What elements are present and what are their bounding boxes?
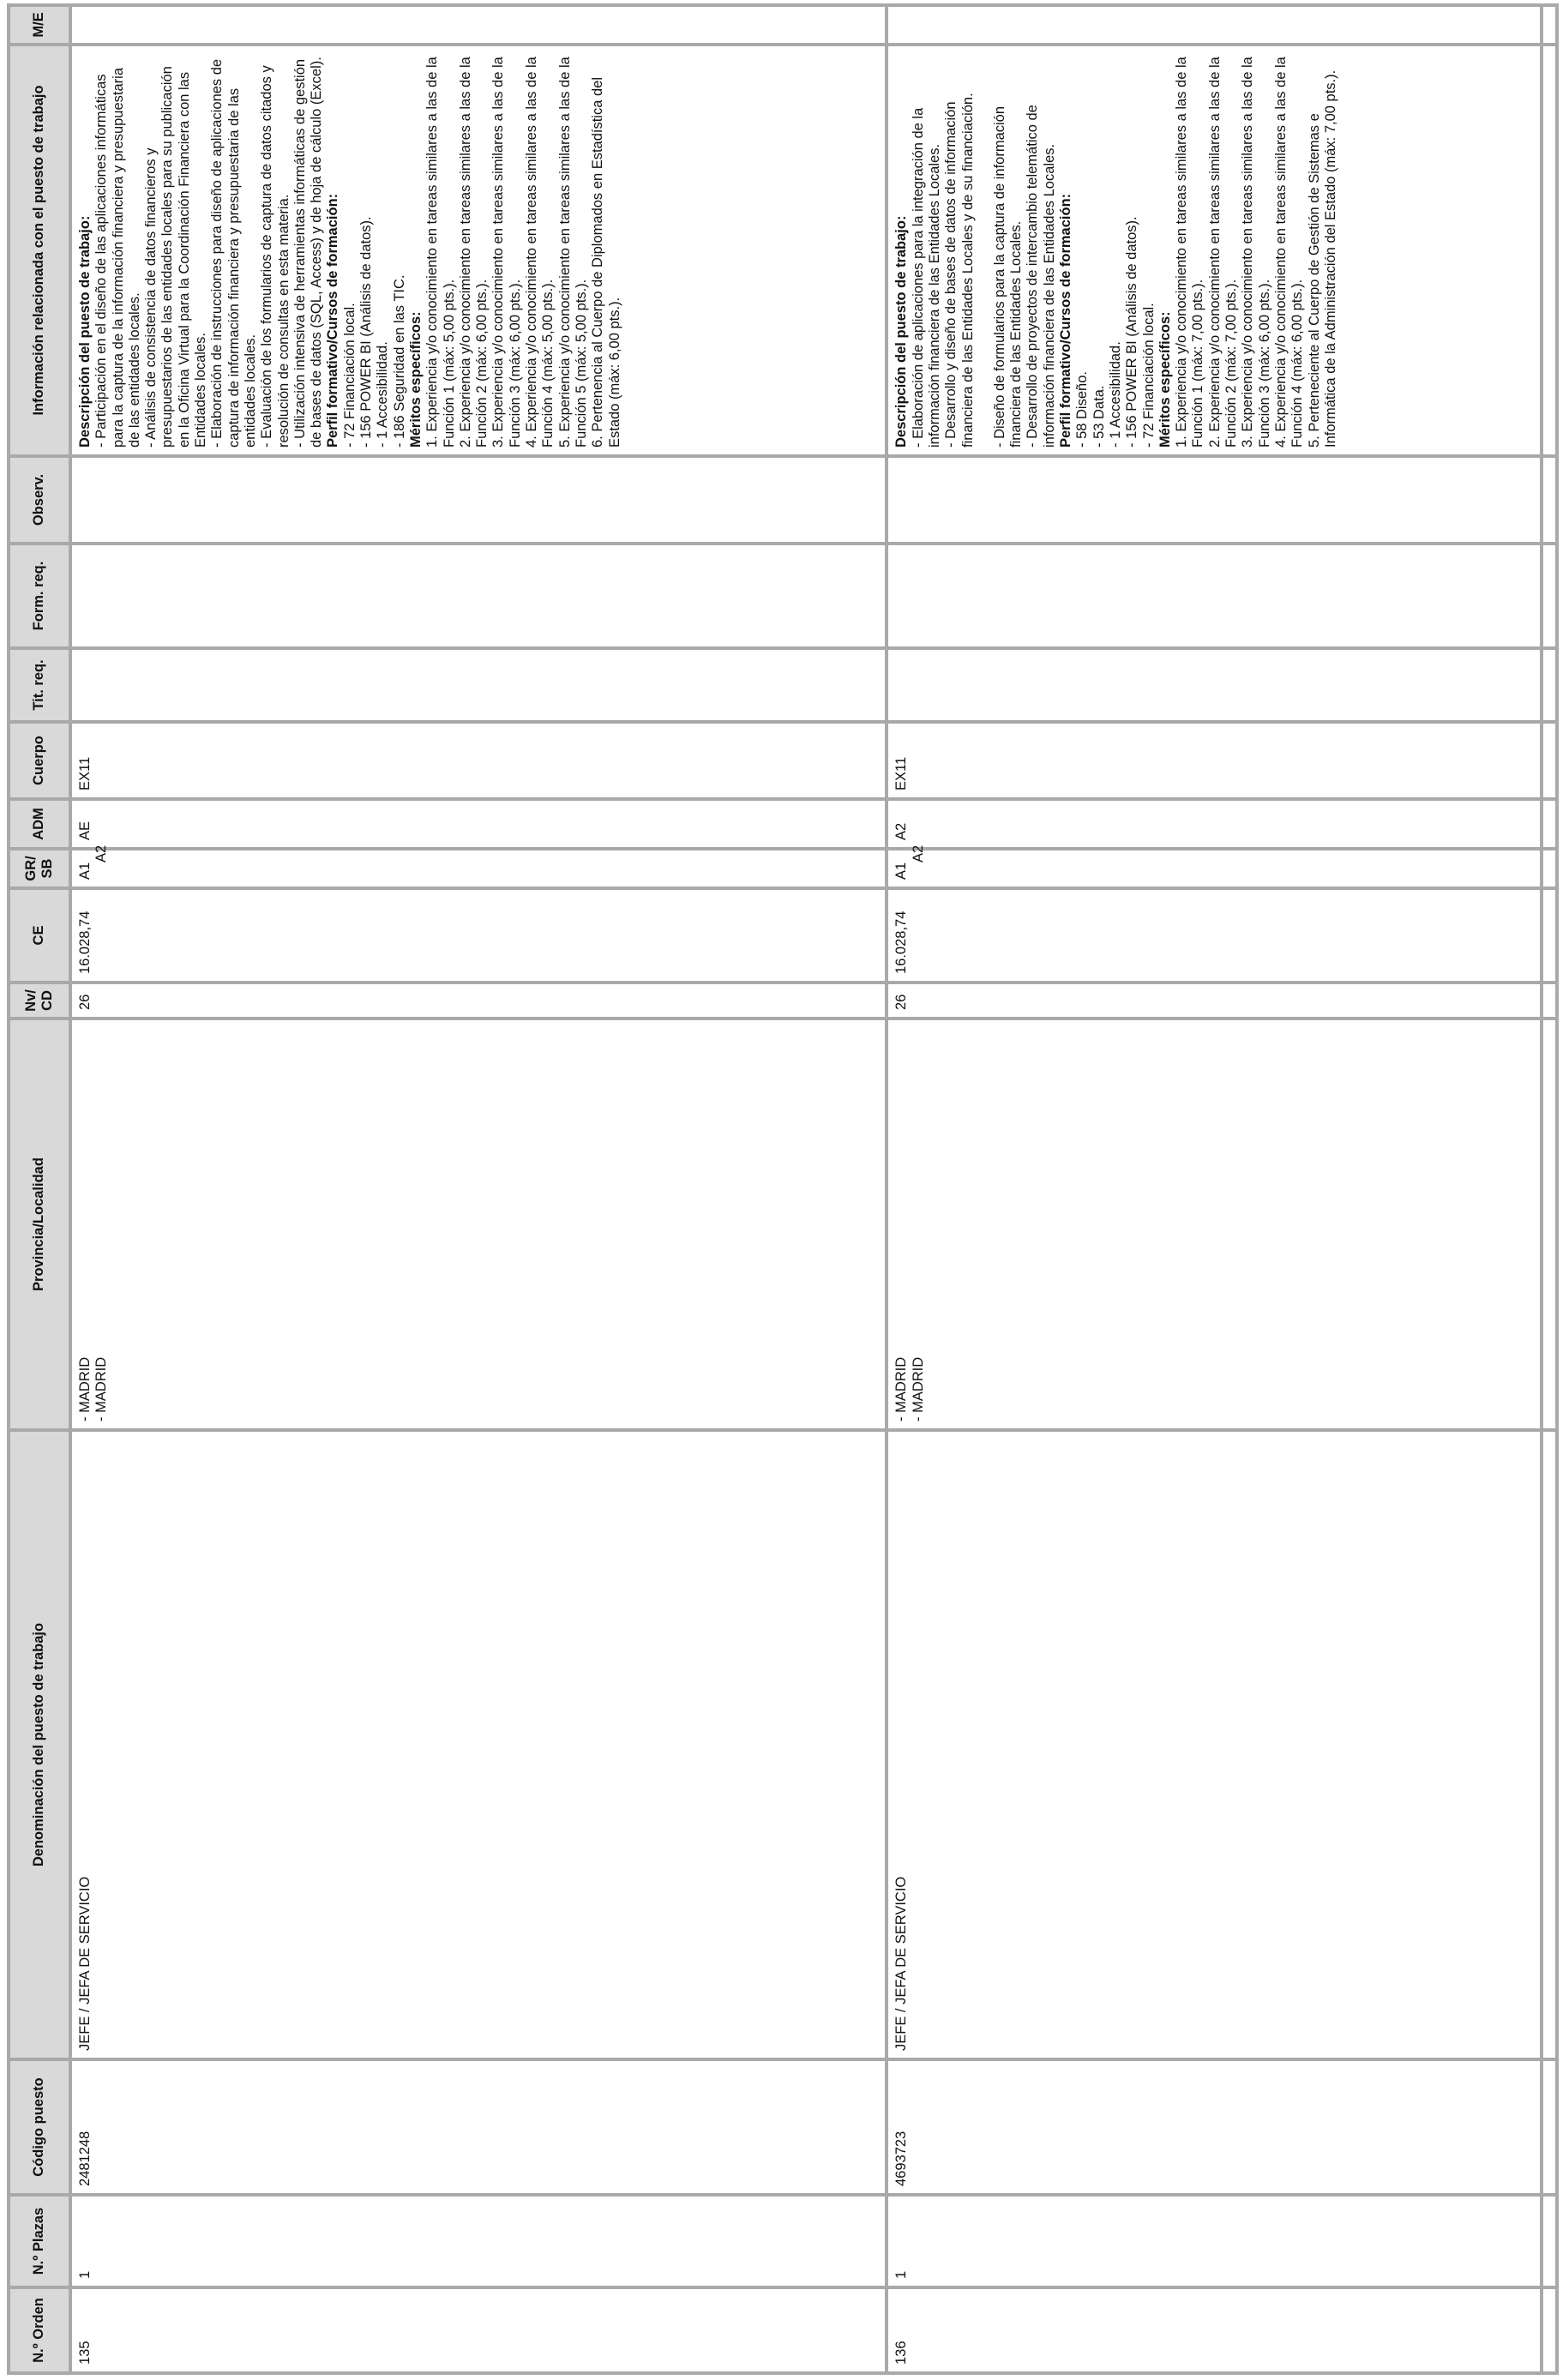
perfil-item: - 72 Financiación local. — [341, 303, 358, 448]
header-row — [9, 5, 70, 2373]
adm-cell: AE — [70, 799, 887, 849]
table-row — [887, 5, 1542, 2373]
perfil-item: - 53 Data. — [1091, 385, 1107, 448]
col-adm-header: ADM — [9, 799, 70, 849]
merito-item: 1. Experiencia y/o conocimiento en tareas similares a las de la Función 1 (máx: 7,00 pts.). — [1174, 57, 1206, 448]
col-formacion-header: Form. req. — [9, 544, 70, 648]
merito-item: 3. Experiencia y/o conocimiento en tareas similares a las de la Función 3 (máx: 6,00 pts.). — [490, 57, 523, 448]
cuerpo-cell: EX11 — [887, 722, 1542, 799]
grupo-value: A2 — [93, 844, 110, 862]
observaciones-cell — [70, 456, 887, 544]
meritos-title: Méritos específicos: — [1157, 311, 1173, 448]
descripcion-item: - Elaboración de aplicaciones para la integración de la información financiera de las Entidades Locales. — [910, 107, 942, 448]
provincia-cell — [887, 1019, 1542, 1430]
merito-item: 2. Experiencia y/o conocimiento en tareas similares a las de la Función 2 (máx: 7,00 pts.). — [1206, 57, 1240, 448]
formacion-cell — [887, 544, 1542, 648]
col-plazas-header: N.º Plazas — [9, 2195, 70, 2287]
col-ce-header: CE — [9, 888, 70, 983]
ce-cell: 16.028,74 — [70, 888, 887, 983]
orden-cell: 135 — [70, 2287, 887, 2373]
provincia-cell — [70, 1019, 887, 1430]
denominacion-cell: JEFE / JEFA DE SERVICIO — [887, 1430, 1542, 2059]
localidad-line: - MADRID — [77, 1356, 93, 1421]
col-orden-header: N.º Orden — [9, 2287, 70, 2373]
formacion-cell — [70, 544, 887, 648]
col-titulacion-header: Tit. req. — [9, 648, 70, 722]
localidad-line: - MADRID — [93, 1356, 110, 1421]
merito-item: 3. Experiencia y/o conocimiento en tareas similares a las de la Función 3 (máx: 6,00 pts.). — [1240, 57, 1272, 448]
merito-item: 6. Pertenencia al Cuerpo de Diplomados en Estadística del Estado (máx: 6,00 pts.). — [590, 76, 622, 448]
codigo-cell: 2481248 — [70, 2059, 887, 2195]
perfil-item: - 156 POWER BI (Análisis de datos). — [1124, 216, 1140, 448]
perfil-item: - 72 Financiación local. — [1140, 303, 1157, 448]
col-cuerpo-header: Cuerpo — [9, 722, 70, 799]
localidad-line: - MADRID — [893, 1356, 910, 1421]
merito-item: 4. Experiencia y/o conocimiento en tareas similares a las de la Función 4 (máx: 5,00 pts.). — [524, 57, 556, 448]
table-row-empty — [1542, 5, 1557, 2373]
descripcion-item: - Análisis de consistencia de datos financieros y presupuestarios de las entidades locales para su publicación en la Oficina Virtual para la Coordinación Financiera con las Entidades locales. — [143, 66, 209, 448]
descripcion-item: - Utilización intensiva de herramientas informáticas de gestión de bases de datos (SQL, Access) y de hoja de cálculo (Excel). — [292, 57, 325, 448]
descripcion-item: - Desarrollo de proyectos de intercambio telemático de información financiera de las Entidades Locales. — [1025, 105, 1057, 448]
plazas-cell: 1 — [887, 2195, 1542, 2287]
col-me-header: M/E — [9, 5, 70, 45]
plazas-cell: 1 — [70, 2195, 887, 2287]
perfil-title: Perfil formativo/Cursos de formación: — [1058, 193, 1074, 448]
perfil-item: - 156 POWER BI (Análisis de datos). — [358, 216, 375, 448]
job-table — [7, 3, 1559, 2375]
me-cell — [70, 5, 887, 45]
titulacion-cell — [887, 648, 1542, 722]
informacion-cell — [887, 45, 1542, 456]
col-provincia-header: Provincia/Localidad — [9, 1019, 70, 1430]
denominacion-cell: JEFE / JEFA DE SERVICIO — [70, 1430, 887, 2059]
col-denominacion-header: Denominación del puesto de trabajo — [9, 1430, 70, 2059]
merito-item: 5. Experiencia y/o conocimiento en tareas similares a las de la Función 5 (máx: 5,00 pts.). — [556, 57, 589, 448]
merito-item: 1. Experiencia y/o conocimiento en tareas similares a las de la Función 1 (máx: 5,00 pts.). — [424, 57, 457, 448]
descripcion-item: - Desarrollo y diseño de bases de datos de información financiera de las Entidades Locales y de su financiación. — [943, 93, 976, 448]
meritos-title: Méritos específicos: — [407, 311, 424, 448]
codigo-cell: 4693723 — [887, 2059, 1542, 2195]
perfil-item: - 186 Seguridad en las TIC. — [391, 274, 407, 448]
descripcion-item: - Diseño de formularios para la captura de información financiera de las Entidades Locales. — [991, 105, 1025, 448]
descripcion-item: - Elaboración de instrucciones para diseño de aplicaciones de captura de información financiera y presupuestaria de las entidades locales. — [209, 58, 258, 448]
descripcion-item: - Evaluación de los formularios de captura de datos citados y resolución de consultas en esta materia. — [259, 65, 292, 448]
localidad-line: - MADRID — [910, 1356, 926, 1421]
observaciones-cell — [887, 456, 1542, 544]
orden-cell: 136 — [887, 2287, 1542, 2373]
merito-item: 5. Perteneciente al Cuerpo de Gestión de Sistemas e Informática de la Administración del Estado (máx: 7,00 pts.). — [1306, 69, 1338, 448]
col-codigo-header: Código puesto — [9, 2059, 70, 2195]
cuerpo-cell: EX11 — [70, 722, 887, 799]
descripcion-title: Descripción del puesto de trabajo: — [893, 215, 910, 448]
nivel-cell: 26 — [887, 983, 1542, 1019]
perfil-item: - 58 Diseño. — [1074, 371, 1091, 448]
perfil-title: Perfil formativo/Cursos de formación: — [325, 193, 341, 448]
grupo-value: A1 — [893, 862, 910, 880]
perfil-item: - 1 Accesibilidad. — [375, 341, 391, 448]
grupo-cell — [887, 844, 1542, 888]
nivel-cell: 26 — [70, 983, 887, 1019]
col-grupo-header: GR/ SB — [9, 849, 70, 888]
col-informacion-header: Información relacionada con el puesto de trabajo — [9, 45, 70, 456]
ce-cell: 16.028,74 — [887, 888, 1542, 983]
merito-item: 4. Experiencia y/o conocimiento en tareas similares a las de la Función 4 (máx: 6,00 pts.). — [1272, 57, 1306, 448]
grupo-value: A2 — [910, 844, 926, 862]
spacer — [977, 51, 992, 448]
informacion-cell — [70, 45, 887, 456]
col-nivel-header: Nv/ CD — [9, 983, 70, 1019]
titulacion-cell — [70, 648, 887, 722]
grupo-value: A1 — [77, 862, 93, 880]
merito-item: 2. Experiencia y/o conocimiento en tareas similares a las de la Función 2 (máx: 6,00 pts.). — [457, 57, 490, 448]
col-observaciones-header: Observ. — [9, 456, 70, 544]
descripcion-title: Descripción del puesto de trabajo: — [77, 215, 93, 448]
perfil-item: - 1 Accesibilidad. — [1107, 341, 1123, 448]
table-row — [70, 5, 887, 2373]
descripcion-item: - Participación en el diseño de las aplicaciones informáticas para la captura de la información financiera y presupuestaria de las entidades locales. — [93, 67, 142, 448]
grupo-cell — [70, 844, 887, 888]
me-cell — [887, 5, 1542, 45]
adm-cell: A2 — [887, 799, 1542, 849]
